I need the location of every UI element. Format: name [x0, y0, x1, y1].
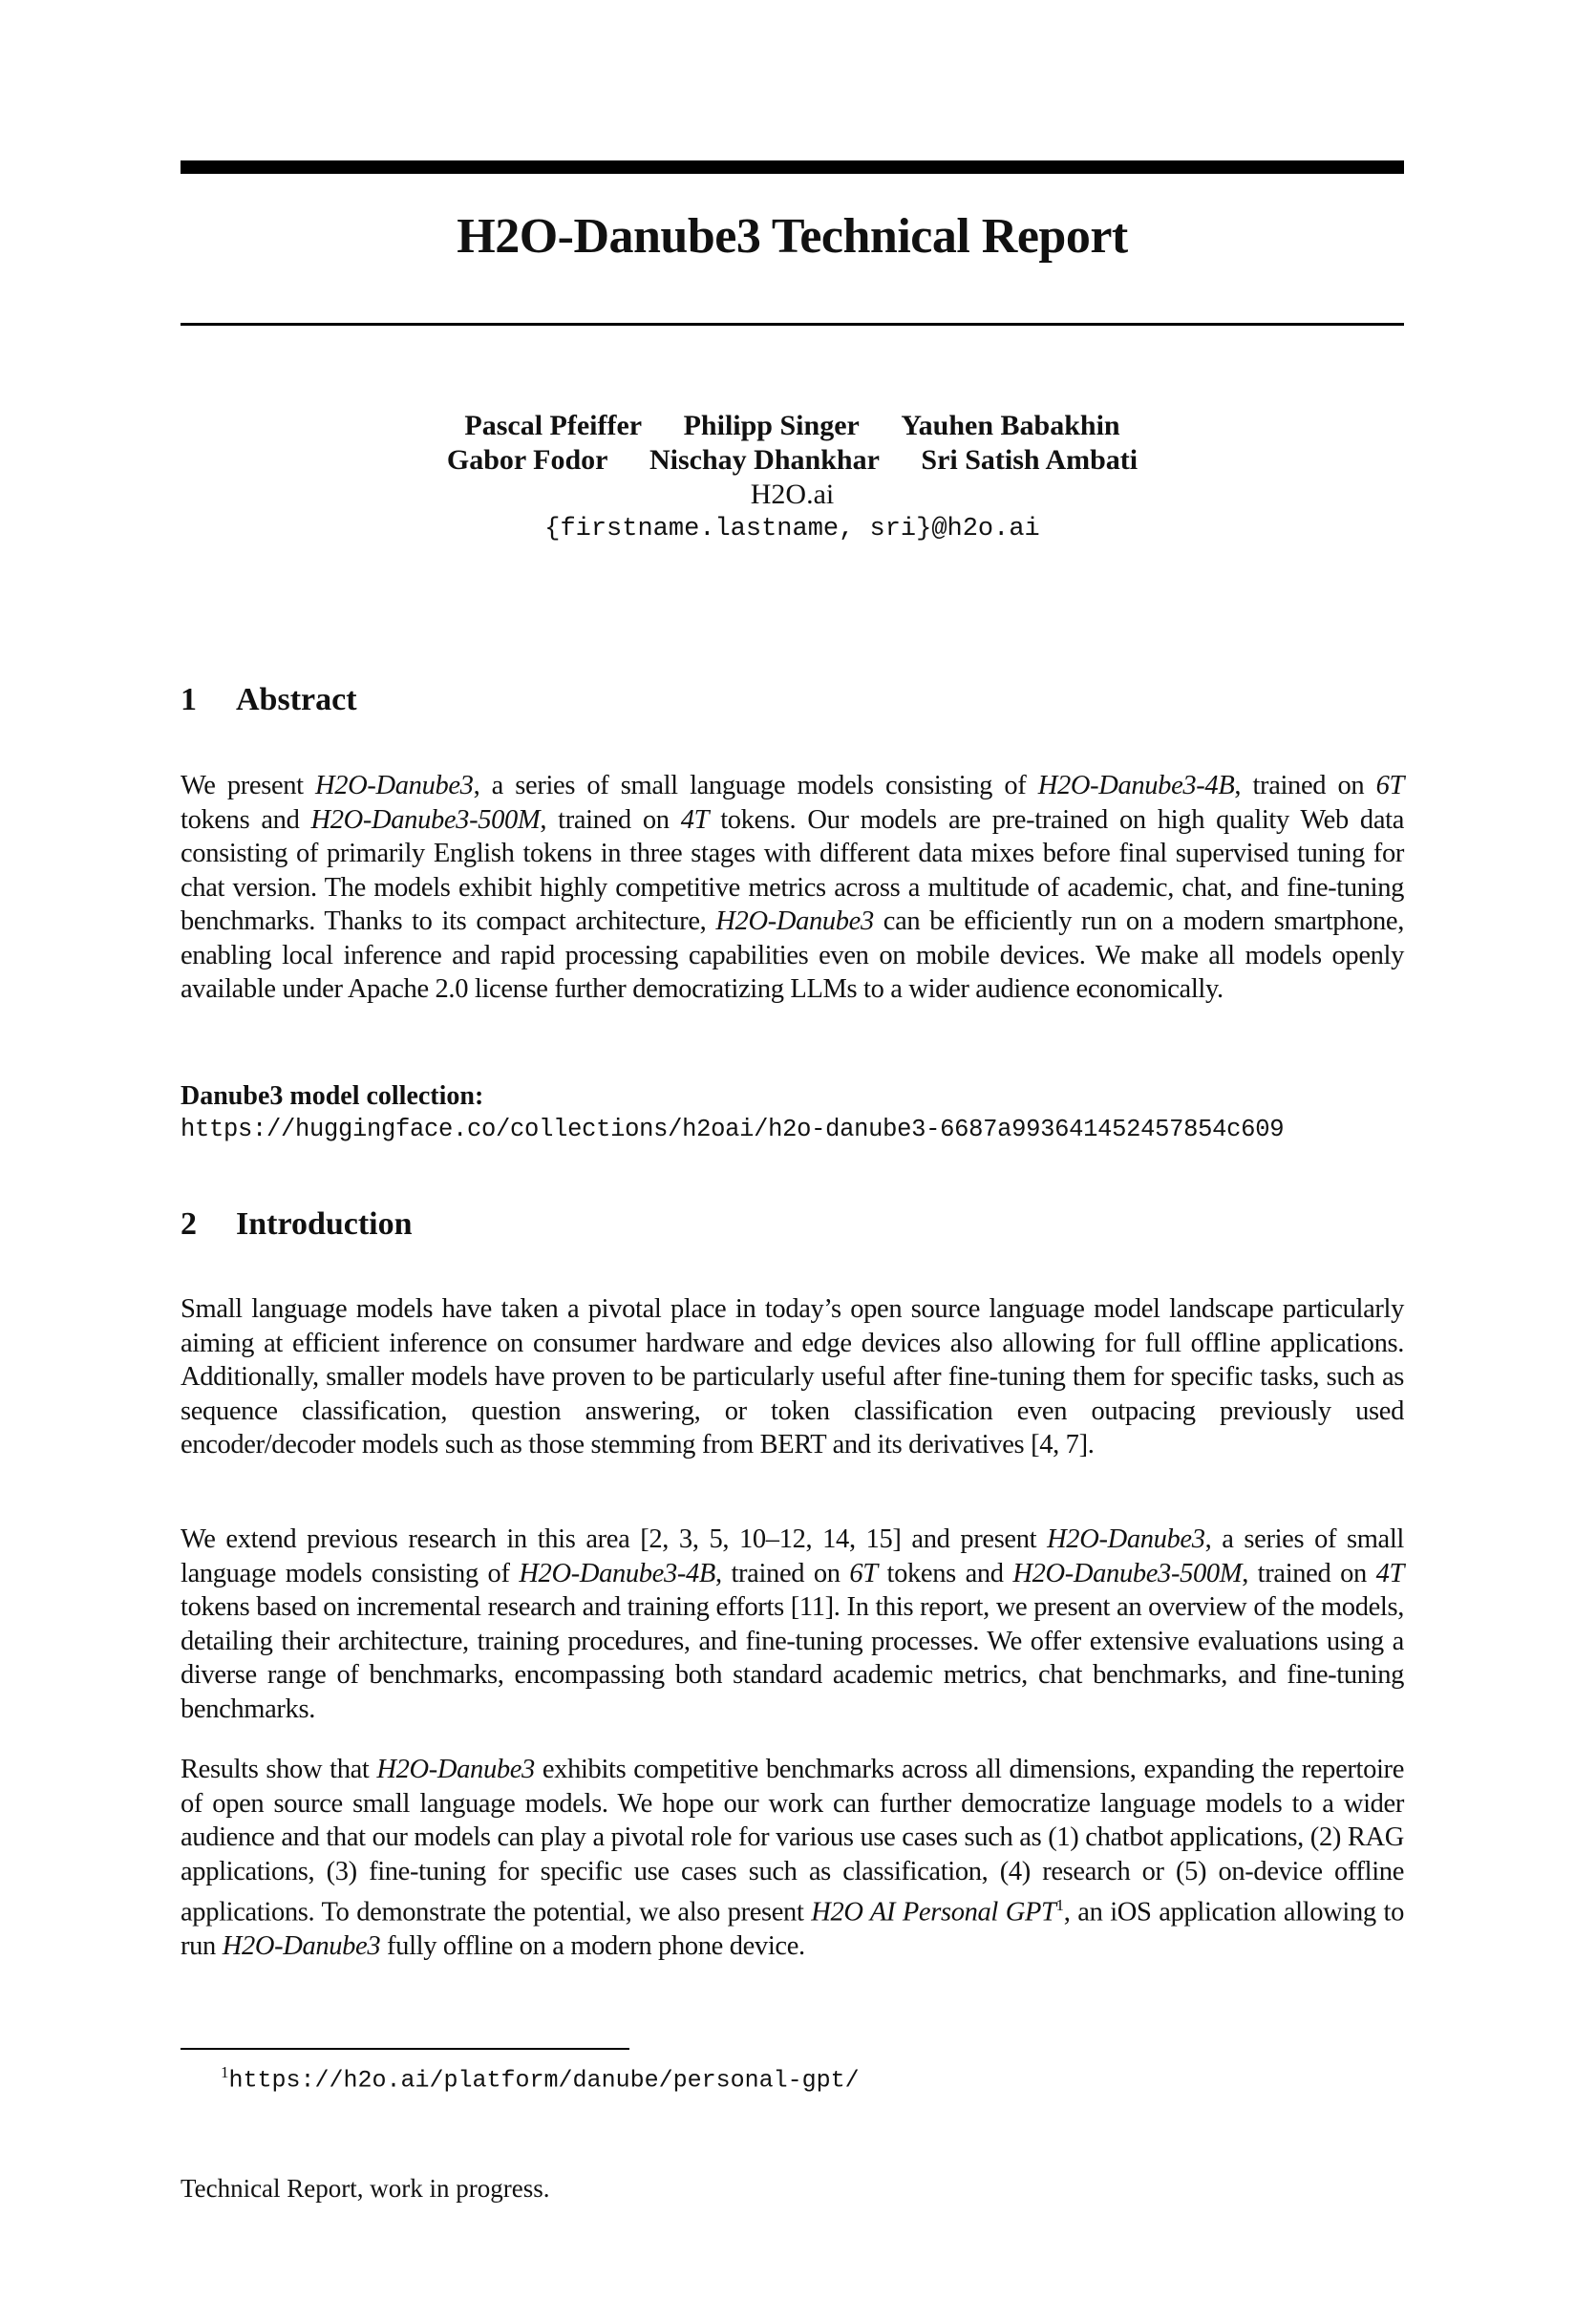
author-name: Pascal Pfeiffer	[464, 410, 643, 441]
section-heading-introduction	[181, 1208, 413, 1241]
author-name: Gabor Fodor	[446, 444, 608, 476]
affiliation: H2O.ai	[750, 479, 835, 510]
author-name: Nischay Dhankhar	[649, 444, 880, 476]
page-footer: Technical Report, work in progress.	[181, 2174, 550, 2203]
title-bottom-rule	[181, 323, 1404, 326]
title-top-rule	[181, 160, 1404, 174]
paper-title: H2O-Danube3 Technical Report	[457, 209, 1128, 264]
footnote-divider	[181, 2048, 629, 2050]
author-block	[181, 409, 1404, 546]
model-collection-label: Danube3 model collection:	[181, 1081, 484, 1111]
intro-paragraph-3: Results show that H2O-Danube3 exhibits competitive benchmarks across all dimensions, expanding the repertoire of open source small language models. We hope our work can further democratize language models to a wider audience and that our models can play a pivotal role for various use cases such as (1) chatbot applications, (2) RAG applications, (3) fine-tuning for specific use cases such as classification, (4) research or (5) on-device offline applications. To demonstrate the potential, we also present H2O AI Personal GPT$^1$, an iOS application allowing to run H2O-Danube3 fully offline on a modern phone device.	[181, 1755, 1404, 1961]
author-name: Sri Satish Ambati	[921, 444, 1138, 476]
section-title: Introduction	[236, 1206, 413, 1242]
footnote-link[interactable]: https://h2o.ai/platform/danube/personal-gpt/	[228, 2066, 860, 2095]
abstract-paragraph: We present H2O-Danube3, a series of small language models consisting of H2O-Danube3-4B, trained on 6T tokens and H2O-Danube3-500M, trained on 4T tokens. Our models are pre-trained on high quality Web data consisting of primarily English tokens in three stages with different data mixes before final supervised tuning for chat version. The models exhibit highly competitive metrics across a multitude of academic, chat, and fine-tuning benchmarks. Thanks to its compact architecture, H2O-Danube3 can be efficiently run on a modern smartphone, enabling local inference and rapid processing capabilities even on mobile devices. We make all models openly available under Apache 2.0 license further democratizing LLMs to a wider audience economically.	[181, 771, 1405, 1004]
intro-paragraph-1: Small language models have taken a pivotal place in today’s open source language model landscape particularly aiming at efficient inference on consumer hardware and edge devices also allowing for full offline applications. Additionally, smaller models have proven to be particularly useful after fine-tuning them for specific tasks, such as sequence classification, question answering, or token classification even outpacing previously used encoder/decoder models such as those stemming from BERT and its derivatives [4, 7].	[181, 1294, 1404, 1459]
author-row-1	[181, 409, 1404, 443]
footnote	[221, 2063, 860, 2094]
section-heading-abstract	[181, 684, 357, 716]
section-number: 1	[181, 682, 197, 717]
author-email: {firstname.lastname, sri}@h2o.ai	[544, 515, 1040, 543]
section-number: 2	[181, 1206, 197, 1242]
intro-paragraph-2: We extend previous research in this area [2, 3, 5, 10–12, 14, 15] and present H2O-Danube3, a series of small language models consisting of H2O-Danube3-4B, trained on 6T tokens and H2O-Danube3-500M, trained on 4T tokens based on incremental research and training efforts [11]. In this report, we present an overview of the models, detailing their architecture, training procedures, and fine-tuning processes. We offer extensive evaluations using a diverse range of benchmarks, encompassing both standard academic metrics, chat benchmarks, and fine-tuning benchmarks.	[181, 1524, 1405, 1724]
author-name: Philipp Singer	[683, 410, 860, 441]
author-name: Yauhen Babakhin	[901, 410, 1120, 441]
section-title: Abstract	[236, 682, 357, 717]
model-collection-link[interactable]: https://huggingface.co/collections/h2oai/h2o-danube3-6687a993641452457854c609	[181, 1116, 1285, 1143]
author-row-2	[181, 443, 1404, 478]
footnote-marker: 1	[221, 2063, 229, 2081]
